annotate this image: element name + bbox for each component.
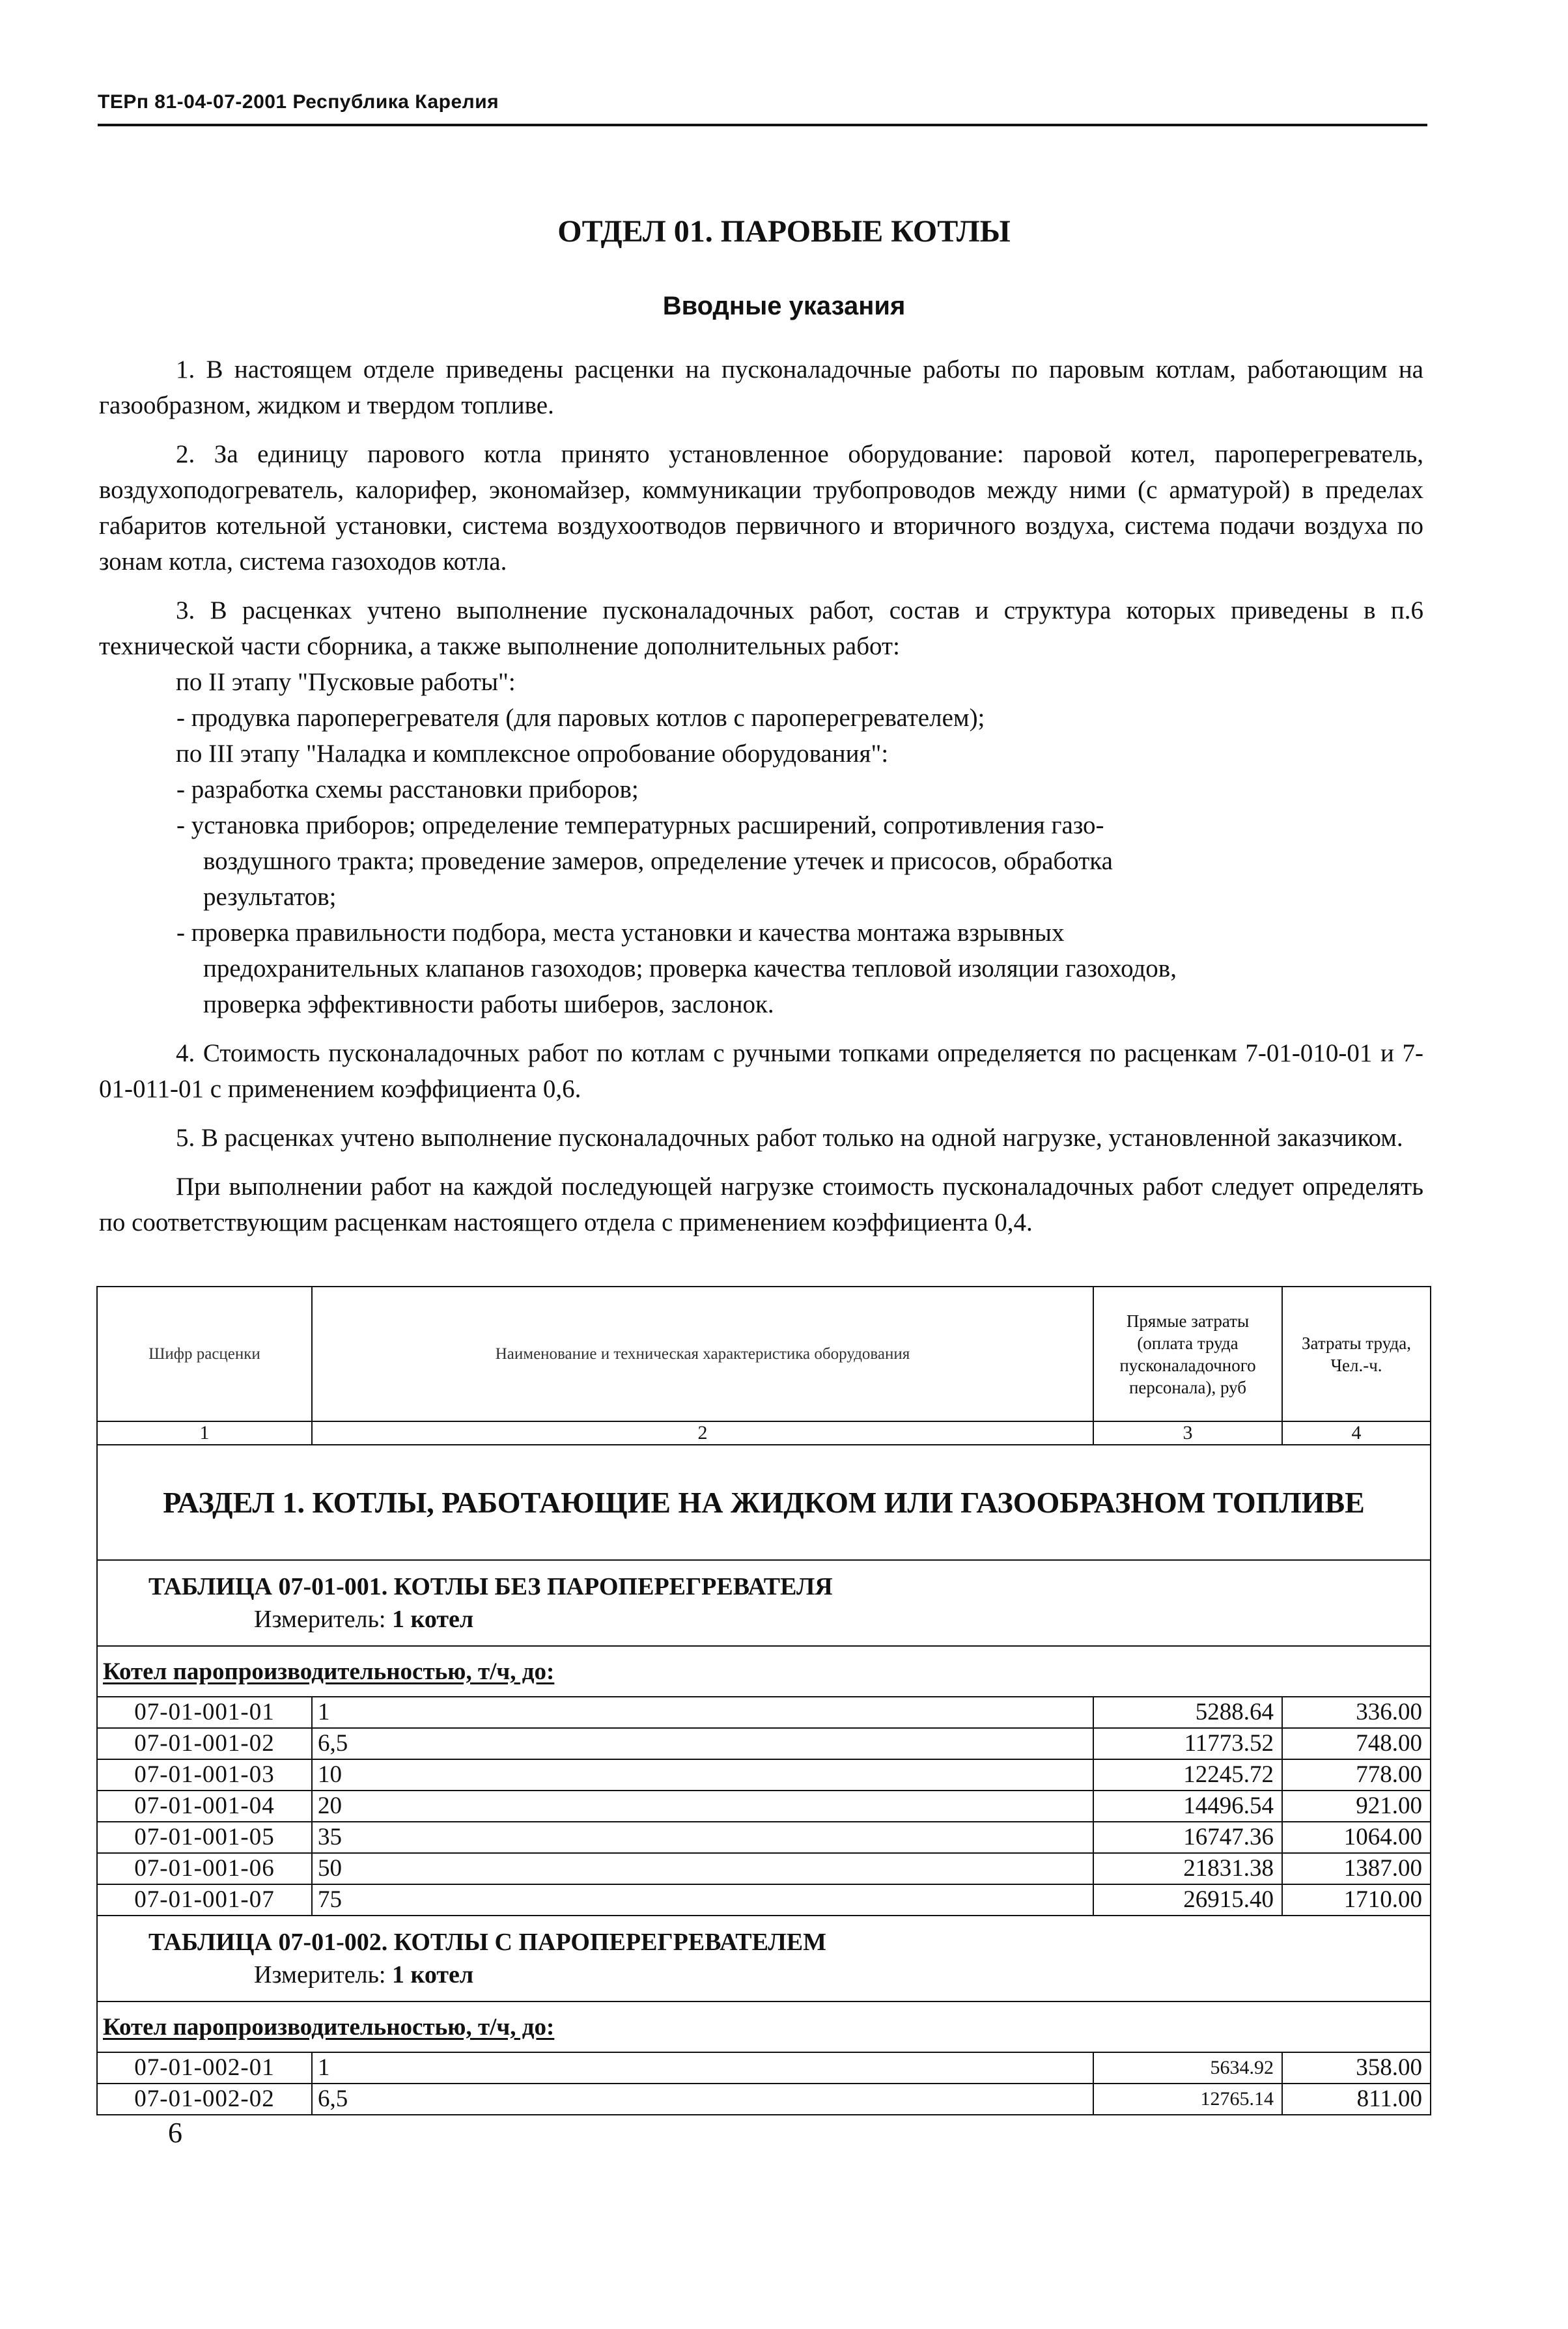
group-label: Котел паропроизводительностью, т/ч, до:: [103, 2013, 555, 2041]
rate-cost: 12245.72: [1093, 1759, 1282, 1791]
group-label: Котел паропроизводительностью, т/ч, до:: [103, 1658, 555, 1685]
rate-code: 07-01-001-05: [97, 1822, 312, 1853]
rate-name: 10: [312, 1759, 1093, 1791]
table-title: ТАБЛИЦА 07-01-001. КОТЛЫ БЕЗ ПАРОПЕРЕГРЕВАТЕЛЯ: [148, 1573, 833, 1600]
rate-code: 07-01-002-02: [97, 2084, 312, 2115]
table-title-row: [97, 1916, 1431, 2001]
rate-cost: 26915.40: [1093, 1884, 1282, 1916]
col-header-labor: Затраты труда, Чел.-ч.: [1282, 1287, 1431, 1421]
part-title-row: [97, 1445, 1431, 1560]
paragraph-4: 4. Стоимость пусконаладочных работ по котлам с ручными топками определяется по расценкам 7-01-010-01 и 7-01-011-01 с применением коэффициента 0,6.: [99, 1039, 1423, 1103]
section-subtitle: Вводные указания: [662, 292, 906, 320]
rate-labor: 811.00: [1282, 2084, 1431, 2115]
rate-cost: 11773.52: [1093, 1728, 1282, 1759]
rate-cost: 21831.38: [1093, 1853, 1282, 1884]
section-title: ОТДЕЛ 01. ПАРОВЫЕ КОТЛЫ: [557, 214, 1011, 249]
col-number: 1: [97, 1421, 312, 1445]
group-row: [97, 2001, 1431, 2052]
rate-name: 6,5: [312, 2084, 1093, 2115]
col-number: 2: [312, 1421, 1093, 1445]
stage-3-item-cont: результатов;: [203, 883, 337, 911]
running-header: ТЕРп 81-04-07-2001 Республика Карелия: [98, 91, 499, 113]
rate-code: 07-01-001-03: [97, 1759, 312, 1791]
table-unit: Измеритель: 1 котел: [254, 1606, 474, 1633]
intro-text: [99, 352, 1423, 1240]
table-row: [97, 1791, 1431, 1822]
rate-labor: 748.00: [1282, 1728, 1431, 1759]
page-number: 6: [168, 2117, 182, 2149]
table-row: [97, 1853, 1431, 1884]
paragraph-6: При выполнении работ на каждой последующей нагрузке стоимость пусконаладочных работ следует определять по соответствующим расценкам настоящего отдела с применением коэффициента 0,4.: [99, 1173, 1423, 1236]
paragraph-1: 1. В настоящем отделе приведены расценки на пусконаладочные работы по паровым котлам, работающим на газообразном, жидком и твердом топливе.: [99, 356, 1423, 419]
table-row: [97, 1697, 1431, 1728]
column-number-row: [97, 1421, 1431, 1445]
col-number: 4: [1282, 1421, 1431, 1445]
rate-labor: 1387.00: [1282, 1853, 1431, 1884]
rate-cost: 14496.54: [1093, 1791, 1282, 1822]
rate-code: 07-01-002-01: [97, 2052, 312, 2084]
table-row: [97, 1759, 1431, 1791]
stage-3-item-cont: предохранительных клапанов газоходов; проверка качества тепловой изоляции газоходов,: [203, 955, 1177, 983]
table-header-row: [97, 1287, 1431, 1421]
header-rule: [98, 124, 1427, 126]
rate-name: 6,5: [312, 1728, 1093, 1759]
table-unit: Измеритель: 1 котел: [254, 1961, 474, 1988]
table-row: [97, 1884, 1431, 1916]
rate-name: 1: [312, 2052, 1093, 2084]
table-row: [97, 1728, 1431, 1759]
col-header-name: Наименование и техническая характеристика оборудования: [312, 1287, 1093, 1421]
stage-3-item: - разработка схемы расстановки приборов;: [176, 775, 639, 803]
rate-name: 1: [312, 1697, 1093, 1728]
rate-labor: 778.00: [1282, 1759, 1431, 1791]
paragraph-5: 5. В расценках учтено выполнение пусконаладочных работ только на одной нагрузке, установленной заказчиком.: [176, 1124, 1403, 1152]
stage-2-heading: по II этапу "Пусковые работы":: [176, 668, 516, 696]
rate-cost: 5288.64: [1093, 1697, 1282, 1728]
rate-code: 07-01-001-06: [97, 1853, 312, 1884]
stage-2-item: - продувка пароперегревателя (для паровых котлов с пароперегревателем);: [176, 704, 985, 732]
stage-3-item: - установка приборов; определение температурных расширений, сопротивления газо-: [176, 811, 1104, 839]
stage-3-item-cont: проверка эффективности работы шиберов, заслонок.: [203, 990, 774, 1018]
paragraph-2: 2. За единицу парового котла принято установленное оборудование: паровой котел, пароперегреватель, воздухоподогреватель, калорифер, экономайзер, коммуникации трубопроводов между ними (с арматурой) в пределах габаритов котельной установки, система воздухоотводов первичного и вторичного воздуха, система подачи воздуха по зонам котла, система газоходов котла.: [99, 440, 1423, 576]
table-title-row: [97, 1560, 1431, 1646]
rate-labor: 336.00: [1282, 1697, 1431, 1728]
col-number: 3: [1093, 1421, 1282, 1445]
rate-labor: 921.00: [1282, 1791, 1431, 1822]
rate-cost: 16747.36: [1093, 1822, 1282, 1853]
rate-labor: 1064.00: [1282, 1822, 1431, 1853]
stage-3-heading: по III этапу "Наладка и комплексное опробование оборудования":: [176, 740, 889, 768]
rate-code: 07-01-001-01: [97, 1697, 312, 1728]
rate-name: 20: [312, 1791, 1093, 1822]
rate-name: 50: [312, 1853, 1093, 1884]
part-title: РАЗДЕЛ 1. КОТЛЫ, РАБОТАЮЩИЕ НА ЖИДКОМ ИЛИ ГАЗООБРАЗНОМ ТОПЛИВЕ: [97, 1445, 1431, 1560]
table-row: [97, 2084, 1431, 2115]
rate-code: 07-01-001-02: [97, 1728, 312, 1759]
paragraph-3: 3. В расценках учтено выполнение пусконаладочных работ, состав и структура которых приведены в п.6 технической части сборника, а также выполнение дополнительных работ:: [99, 596, 1423, 660]
rates-table: [96, 1286, 1431, 2115]
rate-code: 07-01-001-04: [97, 1791, 312, 1822]
stage-3-item: - проверка правильности подбора, места установки и качества монтажа взрывных: [176, 919, 1065, 947]
group-row: [97, 1646, 1431, 1697]
rate-labor: 358.00: [1282, 2052, 1431, 2084]
stage-3-item-cont: воздушного тракта; проведение замеров, определение утечек и присосов, обработка: [203, 847, 1113, 875]
rate-code: 07-01-001-07: [97, 1884, 312, 1916]
rate-name: 35: [312, 1822, 1093, 1853]
rate-cost: 5634.92: [1093, 2052, 1282, 2084]
table-title: ТАБЛИЦА 07-01-002. КОТЛЫ С ПАРОПЕРЕГРЕВАТЕЛЕМ: [148, 1929, 826, 1956]
rate-name: 75: [312, 1884, 1093, 1916]
col-header-code: Шифр расценки: [97, 1287, 312, 1421]
rate-labor: 1710.00: [1282, 1884, 1431, 1916]
col-header-cost: Прямые затраты (оплата труда пусконаладочного персонала), руб: [1093, 1287, 1282, 1421]
table-row: [97, 2052, 1431, 2084]
table-row: [97, 1822, 1431, 1853]
rate-cost: 12765.14: [1093, 2084, 1282, 2115]
